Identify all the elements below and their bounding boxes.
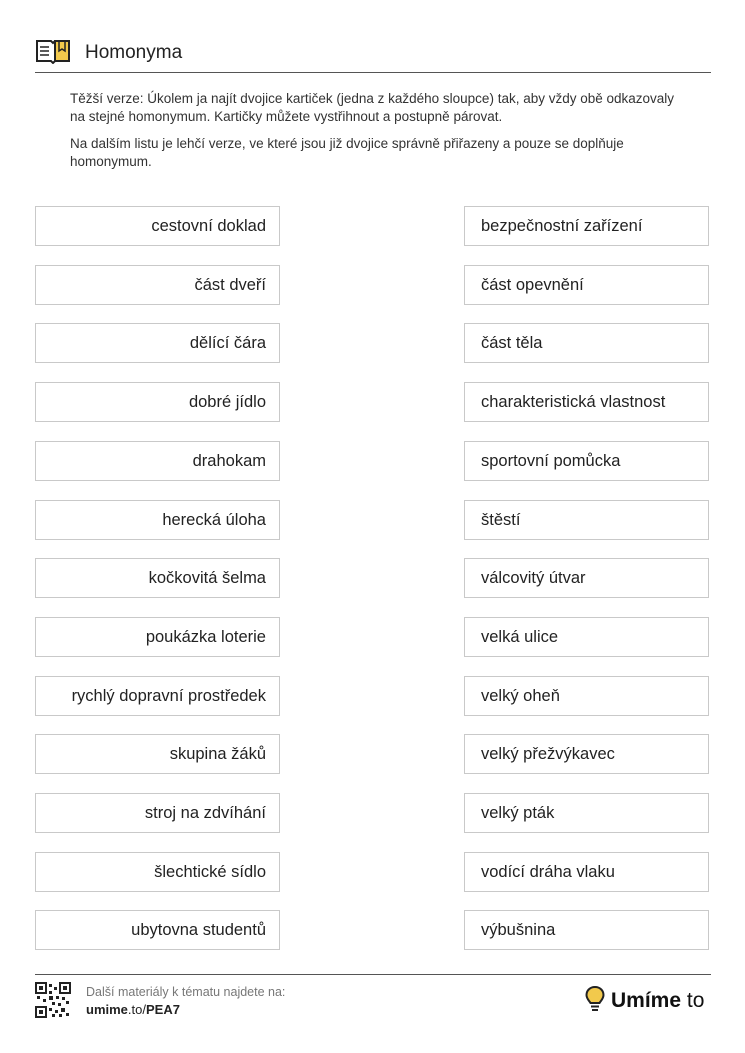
brand-name: Umíme — [611, 989, 682, 1012]
left-card[interactable]: dělící čára — [35, 323, 280, 363]
left-card[interactable]: ubytovna studentů — [35, 910, 280, 950]
left-card[interactable]: herecká úloha — [35, 500, 280, 540]
footer-text — [86, 984, 285, 1018]
qr-code-icon — [35, 982, 71, 1018]
left-card[interactable]: dobré jídlo — [35, 382, 280, 422]
right-card[interactable]: část opevnění — [464, 265, 709, 305]
left-card[interactable]: cestovní doklad — [35, 206, 280, 246]
footer-link-tld: .to/ — [127, 1002, 146, 1017]
page-header — [35, 36, 711, 73]
footer-caption: Další materiály k tématu najdete na: — [86, 985, 286, 999]
left-card[interactable]: poukázka loterie — [35, 617, 280, 657]
instructions-paragraph-2: Na dalším listu je lehčí verze, ve které jsou již dvojice správně přiřazeny a pouze se doplňuje homonymum. — [70, 136, 624, 169]
instructions — [70, 90, 680, 180]
footer-divider — [35, 974, 711, 975]
right-card[interactable]: vodící dráha vlaku — [464, 852, 709, 892]
right-card[interactable]: velký přežvýkavec — [464, 734, 709, 774]
right-card[interactable]: výbušnina — [464, 910, 709, 950]
brand-logo — [585, 985, 704, 1015]
footer-link[interactable] — [86, 1001, 285, 1018]
left-card[interactable]: skupina žáků — [35, 734, 280, 774]
left-card[interactable]: rychlý dopravní prostředek — [35, 676, 280, 716]
brand-suffix: to — [681, 989, 705, 1012]
right-card[interactable]: velká ulice — [464, 617, 709, 657]
footer-link-code: PEA7 — [145, 1002, 180, 1017]
left-card[interactable]: část dveří — [35, 265, 280, 305]
footer-link-domain: umime — [86, 1002, 128, 1017]
right-card[interactable]: část těla — [464, 323, 709, 363]
left-card[interactable]: kočkovitá šelma — [35, 558, 280, 598]
right-card[interactable]: charakteristická vlastnost — [464, 382, 709, 422]
right-card[interactable]: sportovní pomůcka — [464, 441, 709, 481]
book-icon — [35, 38, 71, 64]
right-card[interactable]: velký pták — [464, 793, 709, 833]
left-card[interactable]: drahokam — [35, 441, 280, 481]
right-card[interactable]: štěstí — [464, 500, 709, 540]
left-card[interactable]: šlechtické sídlo — [35, 852, 280, 892]
left-card[interactable]: stroj na zdvíhání — [35, 793, 280, 833]
right-card[interactable]: velký oheň — [464, 676, 709, 716]
lightbulb-icon — [585, 985, 605, 1013]
instructions-paragraph-1: Těžší verze: Úkolem ja najít dvojice kartiček (jedna z každého sloupce) tak, aby vždy obě odkazovaly na stejné homonymum. Kartičky můžete vystřihnout a postupně párovat. — [70, 91, 675, 124]
right-card[interactable]: bezpečnostní zařízení — [464, 206, 709, 246]
right-card[interactable]: válcovitý útvar — [464, 558, 709, 598]
page-title: Homonyma — [85, 42, 183, 63]
